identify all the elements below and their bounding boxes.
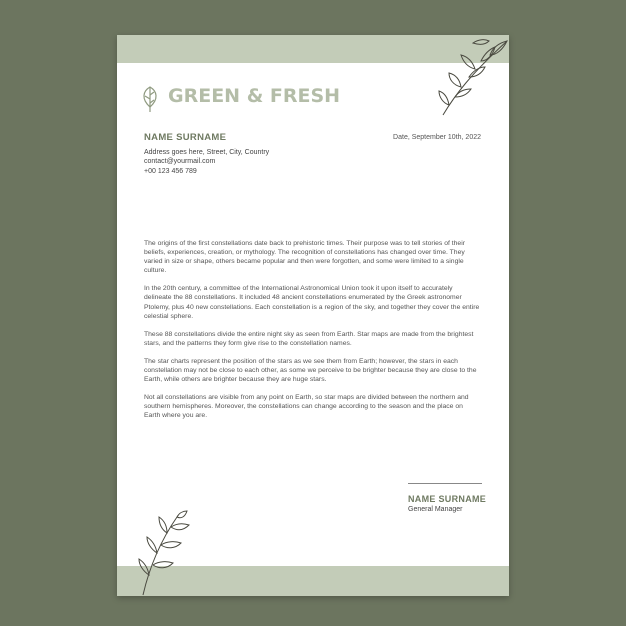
body-paragraph: Not all constellations are visible from any point on Earth, so star maps are divided between the northern and southern hemispheres. Moreover, the constellations can change according to the season and the place on Earth where you are. (144, 394, 469, 420)
letter-body (144, 239, 481, 430)
sender-contact (144, 148, 269, 176)
body-paragraph: These 88 constellations divide the entire night sky as seen from Earth. Star maps are made from the brightest stars, and the patterns they form give rise to the constellation names. (144, 330, 474, 347)
signature-title: General Manager (408, 506, 463, 513)
sender-address: Address goes here, Street, City, Country (144, 149, 270, 156)
signature-line (408, 483, 482, 484)
signature-name: NAME SURNAME (408, 494, 487, 504)
sender-name: NAME SURNAME (144, 132, 227, 143)
sender-phone: +00 123 456 789 (144, 167, 197, 175)
brand-name: GREEN & FRESH (168, 85, 341, 107)
letter-date: Date, September 10th, 2022 (393, 134, 481, 141)
sender-email: contact@yourmail.com (144, 158, 216, 166)
body-paragraph: In the 20th century, a committee of the International Astronomical Union took it upon itself to accurately delineate the 88 constellations. It included 48 ancient constellations enumerated by the Greek astronomer Ptolemy, plus 40 new constellations. Each constellation is a region of the sky, and together they cover the entire celestial sphere. (144, 285, 480, 320)
body-paragraph: The star charts represent the position of the stars as we see them from Earth; however, the stars in each constellation may not be close to each other, as some we perceive to be brighter because they are close to the Earth, while others are brighter because they are huge stars. (144, 357, 477, 384)
body-paragraph: The origins of the first constellations date back to prehistoric times. Their purpose was to tell stories of their beliefs, experiences, creation, or mythology. The recognition of constellations has changed over time. They varied in size or shape, others became popular and then were forgotten, and some were limited to a single culture. (144, 240, 465, 275)
leaf-branch-icon (137, 509, 193, 596)
letterhead-page (117, 35, 509, 596)
leaf-branch-icon (435, 35, 509, 117)
leaf-icon (139, 83, 161, 113)
